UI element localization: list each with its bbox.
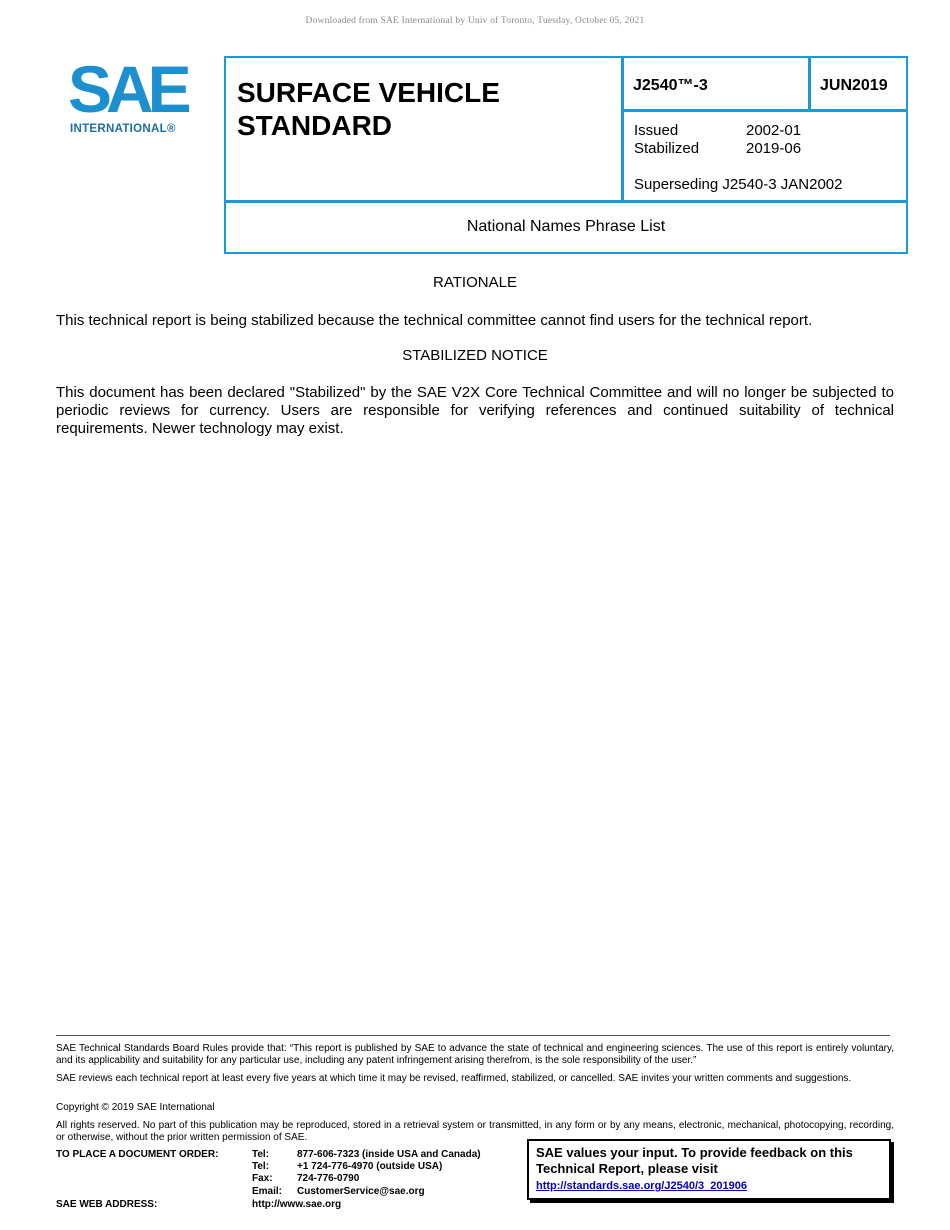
contact-key: Fax: bbox=[252, 1173, 273, 1184]
feedback-text: SAE values your input. To provide feedback on this Technical Report, please visit bbox=[536, 1145, 853, 1176]
document-header-box bbox=[224, 56, 908, 254]
document-date: JUN2019 bbox=[820, 77, 888, 94]
rationale-text: This technical report is being stabilized because the technical committee cannot find users for the technical report. bbox=[56, 312, 813, 329]
contact-email[interactable]: CustomerService@sae.org bbox=[297, 1186, 425, 1197]
feedback-link[interactable]: http://standards.sae.org/J2540/3_201906 bbox=[536, 1180, 747, 1192]
feedback-box bbox=[527, 1139, 891, 1200]
review-text: SAE reviews each technical report at least every five years at which time it may be revised, reaffirmed, stabilized, or cancelled. SAE invites your written comments and suggestions. bbox=[56, 1073, 852, 1084]
footer-rule bbox=[56, 1035, 890, 1036]
history-value-stabilized: 2019-06 bbox=[746, 140, 802, 157]
contact-key: Tel: bbox=[252, 1161, 270, 1172]
contact-key: Tel: bbox=[252, 1149, 270, 1160]
stabilized-notice-text: This document has been declared "Stabilized" by the SAE V2X Core Technical Committee and will no longer be subjected to periodic reviews for currency. Users are responsible for verifying references and continued suitability of technical requirements. Newer technology may exist. bbox=[56, 384, 894, 437]
rights-text: All rights reserved. No part of this publication may be reproduced, stored in a retrieval system or transmitted, in any form or by any means, electronic, mechanical, photocopying, recording, or otherwise, without the prior written permission of SAE. bbox=[56, 1120, 894, 1143]
stabilized-notice-heading: STABILIZED NOTICE bbox=[402, 347, 548, 364]
order-label: TO PLACE A DOCUMENT ORDER: bbox=[56, 1149, 219, 1160]
history-label-stabilized: Stabilized bbox=[634, 140, 700, 157]
header-divider bbox=[621, 58, 624, 200]
web-address-link[interactable]: http://www.sae.org bbox=[252, 1199, 342, 1210]
download-watermark: Downloaded from SAE International by Univ of Toronto, Tuesday, October 05, 2021 bbox=[305, 16, 645, 26]
document-title: National Names Phrase List bbox=[466, 218, 666, 235]
board-rules-text: SAE Technical Standards Board Rules provide that: “This report is published by SAE to advance the state of technical and engineering sciences. The use of this report is entirely voluntary, and its applicability and suitability for any particular use, including any patent infringement arising therefrom, is the sole responsibility of the user.” bbox=[56, 1043, 894, 1066]
document-type: SURFACE VEHICLE STANDARD bbox=[237, 77, 500, 141]
document-number: J2540™-3 bbox=[633, 77, 708, 94]
contact-phone-domestic[interactable]: 877-606-7323 (inside USA and Canada) bbox=[297, 1149, 481, 1160]
superseding-note: Superseding J2540-3 JAN2002 bbox=[634, 176, 843, 193]
web-address-label: SAE WEB ADDRESS: bbox=[56, 1199, 158, 1210]
header-divider bbox=[808, 58, 811, 109]
history-value-issued: 2002-01 bbox=[746, 122, 802, 139]
sae-logo bbox=[64, 52, 194, 138]
copyright-text: Copyright © 2019 SAE International bbox=[56, 1102, 215, 1113]
rationale-heading: RATIONALE bbox=[433, 274, 517, 291]
contact-phone-international[interactable]: +1 724-776-4970 (outside USA) bbox=[297, 1161, 443, 1172]
logo-subtitle: INTERNATIONAL® bbox=[70, 123, 176, 135]
header-divider bbox=[621, 109, 908, 112]
logo-mark: SAE bbox=[68, 52, 186, 126]
header-divider bbox=[226, 200, 906, 203]
contact-key: Email: bbox=[252, 1186, 283, 1197]
history-label-issued: Issued bbox=[634, 122, 679, 139]
contact-fax: 724-776-0790 bbox=[297, 1173, 360, 1184]
